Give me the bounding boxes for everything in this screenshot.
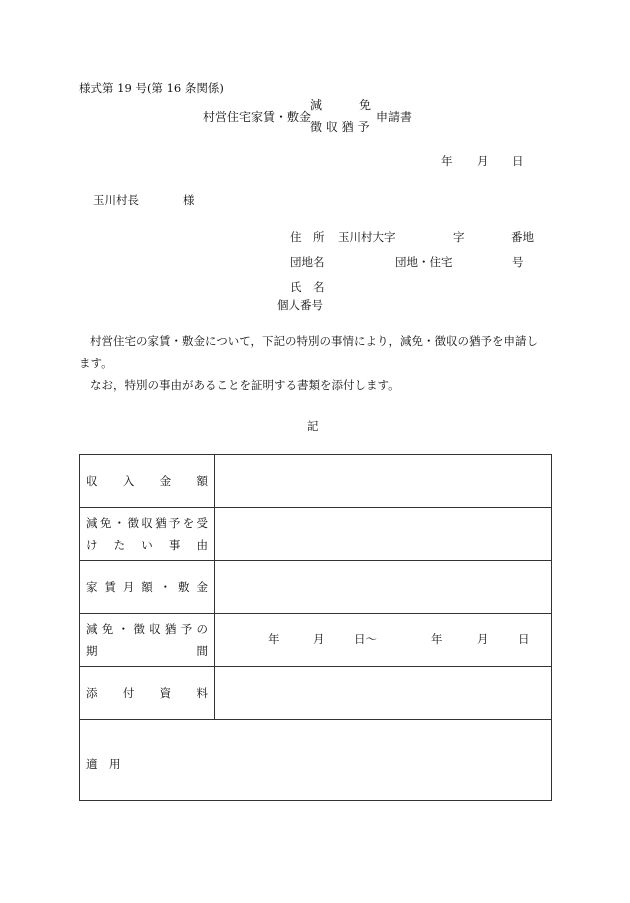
label-char: 額	[141, 580, 153, 594]
danchi-label: 団地名	[290, 255, 325, 269]
ki-heading: 記	[307, 419, 319, 433]
title-suffix: 申請書	[376, 110, 413, 124]
period-end-month: 月	[477, 632, 489, 646]
label-char: 期	[86, 644, 98, 658]
table-row	[80, 667, 552, 720]
period-end-day: 日	[518, 632, 530, 646]
reason-label-line2	[80, 534, 214, 556]
label-char: 徴	[133, 622, 145, 636]
title-prefix: 村営住宅家賃・敷金	[203, 110, 312, 124]
period-label-cell	[80, 614, 215, 667]
label-char: 料	[196, 686, 208, 700]
paragraph1	[79, 330, 559, 396]
label-char: 金	[159, 474, 172, 488]
label-char: 由	[196, 538, 208, 552]
income-input[interactable]	[215, 455, 552, 508]
label-char: 予	[180, 622, 193, 636]
label-char: ・	[113, 516, 126, 530]
label-char: 資	[159, 686, 172, 700]
label-char: 付	[122, 686, 135, 700]
label-char: 減	[86, 622, 98, 636]
name-label: 氏 名	[290, 280, 325, 294]
address-banchi: 番地	[511, 230, 534, 244]
period-label-line1	[80, 618, 214, 640]
label-char: 家	[86, 580, 98, 594]
label-char: の	[196, 622, 208, 636]
label-char: 賃	[104, 580, 116, 594]
address-aza: 字	[453, 230, 465, 244]
label-char: 収	[149, 622, 161, 636]
rent-label-cell	[80, 561, 215, 614]
label-char: 事	[168, 538, 181, 552]
label-char: 猶	[155, 516, 167, 530]
application-table	[79, 454, 552, 801]
label-char: 免	[99, 516, 112, 530]
label-char: 額	[196, 474, 208, 488]
attachment-label-cell	[80, 667, 215, 720]
address-label: 住 所	[290, 230, 325, 244]
attachment-label	[80, 685, 214, 701]
label-char: け	[86, 538, 98, 552]
label-char: 受	[196, 516, 208, 530]
reason-label-line1	[80, 512, 214, 534]
paragraph1-line2: ます。	[79, 356, 113, 370]
period-input[interactable]	[215, 614, 552, 667]
label-char: 予	[168, 516, 181, 530]
period-start-month: 月	[313, 632, 325, 646]
paragraph2: なお，特別の事由があることを証明する書類を添付します。	[90, 378, 400, 392]
label-char: 収	[86, 474, 98, 488]
danchi-go: 号	[512, 255, 524, 269]
label-char: 収	[141, 516, 153, 530]
date-day: 日	[512, 154, 524, 168]
income-label	[80, 473, 214, 489]
label-char: 入	[122, 474, 135, 488]
label-char: 敷	[178, 580, 190, 594]
label-char: 減	[86, 516, 98, 530]
date-month: 月	[477, 154, 489, 168]
title-top-left: 減	[310, 98, 323, 112]
label-char: 徴	[127, 516, 139, 530]
remarks-label: 適 用	[86, 756, 121, 771]
label-char: 間	[196, 644, 208, 658]
title-bottom: 徴 収 猶 予	[310, 120, 370, 134]
table-row	[80, 614, 552, 667]
rent-label	[80, 579, 214, 595]
paragraph1-line1: 村営住宅の家賃・敷金について，下記の特別の事情により，減免・徴収の猶予を申請し	[90, 334, 539, 348]
kojin-label: 個人番号	[277, 298, 323, 312]
title-top-right: 免	[359, 98, 372, 112]
label-char: 月	[122, 580, 135, 594]
period-start-day: 日〜	[354, 632, 377, 646]
label-char: 猶	[164, 622, 177, 636]
table-row	[80, 561, 552, 614]
addressee-honorific: 様	[183, 193, 195, 207]
income-label-cell	[80, 455, 215, 508]
period-label-line2	[80, 640, 214, 662]
period-start-year: 年	[268, 632, 280, 646]
table-row	[80, 455, 552, 508]
period-values	[215, 614, 551, 666]
date-year: 年	[441, 154, 453, 168]
label-char: ・	[159, 580, 172, 594]
address-value: 玉川村大字	[338, 230, 396, 244]
table-row	[80, 720, 552, 801]
label-char: を	[182, 516, 195, 530]
label-char: 免	[101, 622, 114, 636]
table-row	[80, 508, 552, 561]
addressee-name: 玉川村長	[93, 193, 139, 207]
form-number: 様式第 19 号(第 16 条関係)	[79, 81, 224, 95]
label-char: 金	[196, 580, 208, 594]
label-char: ・	[117, 622, 130, 636]
reason-input[interactable]	[215, 508, 552, 561]
remarks-cell[interactable]	[80, 720, 552, 801]
label-char: 添	[86, 686, 98, 700]
period-end-year: 年	[431, 632, 443, 646]
danchi-value: 団地・住宅	[395, 255, 453, 269]
label-char: た	[113, 538, 126, 552]
attachment-input[interactable]	[215, 667, 552, 720]
rent-input[interactable]	[215, 561, 552, 614]
label-char: い	[141, 538, 153, 552]
reason-label-cell	[80, 508, 215, 561]
